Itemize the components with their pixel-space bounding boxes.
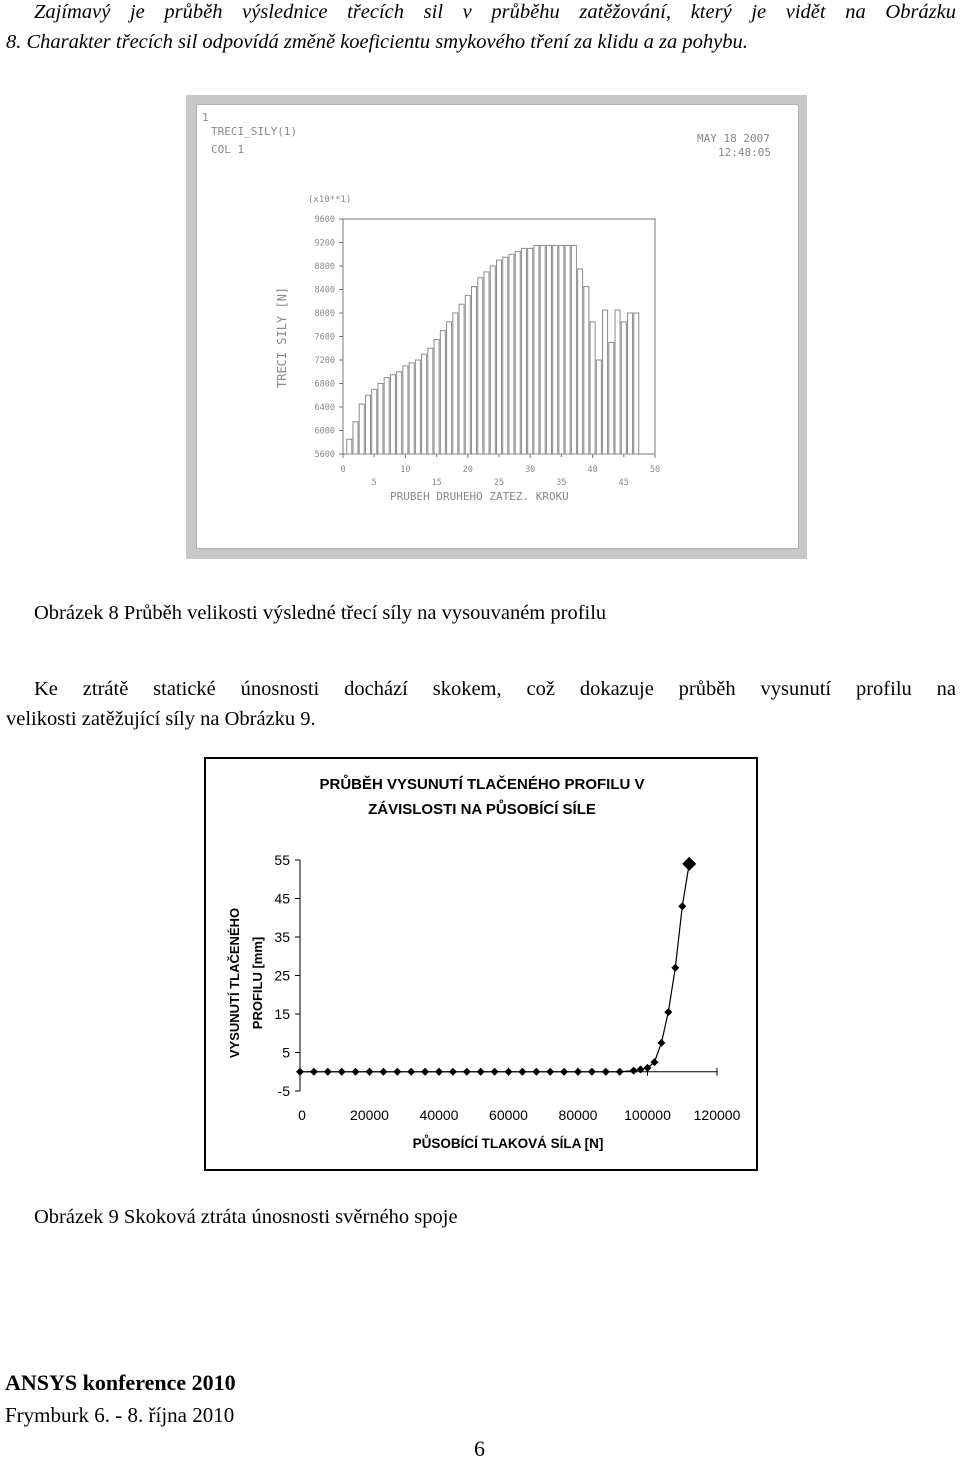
ansys-y-tick-label: 7600 — [314, 332, 335, 343]
ansys-x-tick-label: 15 — [431, 478, 442, 488]
ansys-bar — [634, 313, 639, 454]
figure-8-screenshot — [186, 95, 807, 559]
ansys-bar — [621, 322, 626, 454]
chart-data-point — [678, 902, 686, 910]
ansys-bar — [478, 278, 483, 454]
chart-data-point — [546, 1068, 554, 1076]
chart-data-point — [463, 1068, 471, 1076]
intro-paragraph-line-2: 8. Charakter třecích sil odpovídá změně koeficientu smykového tření za klidu a za pohybu. — [6, 31, 748, 53]
ansys-time: 12:48:05 — [718, 146, 771, 159]
ansys-bar — [459, 304, 464, 454]
body-paragraph-line-2: velikosti zatěžující síly na Obrázku 9. — [6, 708, 316, 730]
ansys-y-tick-label: 9200 — [314, 238, 335, 249]
chart-data-point — [657, 1039, 665, 1047]
chart-series-polyline — [300, 864, 689, 1072]
body-paragraph — [6, 674, 956, 734]
chart-data-point — [338, 1068, 346, 1076]
chart-y-tick-label: -5 — [277, 1083, 290, 1099]
ansys-bar — [422, 354, 427, 454]
ansys-x-tick-label: 50 — [649, 465, 661, 475]
ansys-y-tick-label: 9600 — [314, 215, 335, 225]
ansys-bar — [565, 245, 570, 454]
figure-9-caption: Obrázek 9 Skoková ztráta únosnosti svěrného spoje — [34, 1206, 458, 1228]
chart-x-tick-label: 20000 — [350, 1107, 389, 1123]
intro-paragraph — [6, 0, 956, 57]
ansys-bar — [365, 395, 370, 454]
ansys-plot-frame — [343, 219, 655, 454]
chart-data-point — [682, 857, 696, 871]
ansys-bar — [484, 272, 489, 454]
ansys-y-tick-label: 6400 — [314, 403, 335, 413]
ansys-bar — [528, 248, 533, 454]
chart-y-tick-label: 5 — [282, 1044, 290, 1061]
ansys-x-tick-label: 30 — [525, 465, 536, 475]
ansys-x-axis-title: PRUBEH DRUHEHO ZATEZ. KROKU — [390, 490, 569, 503]
ansys-bar — [515, 251, 520, 454]
chart-x-axis-title: PŮSOBÍCÍ TLAKOVÁ SÍLA [N] — [412, 1136, 604, 1151]
intro-paragraph-line-1: Zajímavý je průběh výslednice třecích sil v průběhu zatěžování, který je vidět na Obrázku — [34, 1, 956, 23]
ansys-scale-note: (x10**1) — [308, 195, 352, 205]
ansys-bar — [503, 257, 508, 454]
chart-data-point — [393, 1068, 401, 1076]
chart-data-point — [421, 1068, 429, 1076]
ansys-bar — [603, 310, 608, 454]
chart-data-point — [505, 1068, 513, 1076]
chart-data-point — [435, 1068, 443, 1076]
chart-data-point — [532, 1068, 540, 1076]
ansys-bar — [434, 339, 439, 454]
chart-y-tick-label: 45 — [274, 890, 290, 907]
ansys-bar — [353, 422, 358, 454]
ansys-friction-chart — [197, 105, 798, 548]
chart-data-point — [366, 1068, 374, 1076]
ansys-bar — [553, 245, 558, 454]
ansys-bar — [447, 322, 452, 454]
ansys-bar — [359, 404, 364, 454]
chart-x-tick-label: 0 — [298, 1107, 306, 1123]
ansys-col-label: COL 1 — [211, 143, 245, 156]
ansys-bar — [571, 245, 576, 454]
chart-data-point — [671, 964, 679, 972]
ansys-bar — [584, 287, 589, 454]
chart-data-point — [518, 1068, 526, 1076]
displacement-chart — [206, 759, 756, 1169]
ansys-bar — [378, 384, 383, 455]
ansys-bar — [415, 360, 420, 454]
ansys-bar — [440, 331, 445, 454]
chart-x-tick-label: 80000 — [558, 1107, 598, 1123]
ansys-x-tick-label: 40 — [587, 465, 598, 475]
ansys-bar — [465, 295, 470, 454]
chart-series-points — [296, 857, 696, 1076]
chart-x-tick-label: 120000 — [693, 1107, 741, 1123]
ansys-bar — [409, 363, 414, 454]
ansys-bar — [559, 245, 564, 454]
ansys-x-tick-label: 25 — [493, 478, 505, 488]
chart-data-point — [449, 1068, 457, 1076]
ansys-plot-area — [343, 219, 655, 454]
ansys-y-tick-label: 8400 — [314, 285, 335, 296]
ansys-bar — [372, 389, 377, 454]
ansys-y-tick-label: 5600 — [314, 450, 335, 460]
chart-title-line: PRŮBĚH VYSUNUTÍ TLAČENÉHO PROFILU V — [319, 776, 645, 793]
ansys-bar — [615, 310, 620, 454]
chart-data-point — [379, 1068, 387, 1076]
ansys-y-tick-label: 8800 — [314, 262, 335, 272]
chart-title — [319, 774, 644, 818]
ansys-x-tick-label: 10 — [400, 465, 411, 475]
ansys-bar — [534, 245, 539, 454]
ansys-window-number: 1 — [202, 111, 209, 124]
ansys-bar — [540, 245, 545, 454]
chart-data-point — [588, 1068, 596, 1076]
footer-conference: ANSYS konference 2010 — [5, 1370, 236, 1395]
chart-data-point — [324, 1068, 332, 1076]
chart-title-line: ZÁVISLOSTI NA PŮSOBÍCÍ SÍLE — [368, 801, 596, 818]
chart-series-line — [300, 864, 689, 1072]
chart-y-tick-label: 35 — [274, 929, 290, 945]
ansys-date: MAY 18 2007 — [697, 132, 770, 145]
chart-x-tick-label: 60000 — [489, 1107, 528, 1123]
chart-y-axis-title-line: PROFILU [mm] — [250, 936, 265, 1030]
chart-data-point — [616, 1068, 624, 1076]
ansys-bar — [403, 366, 408, 454]
chart-y-axis-title-line: VYSUNUTÍ TLAČENÉHO — [227, 907, 242, 1059]
ansys-bars — [347, 245, 639, 454]
ansys-x-tick-label: 0 — [340, 465, 346, 475]
ansys-y-tick-label: 6000 — [314, 426, 335, 437]
chart-x-tick-label: 100000 — [624, 1107, 671, 1123]
ansys-bar — [509, 254, 514, 454]
figure-8-caption: Obrázek 8 Průběh velikosti výsledné třecí síly na vysouvaném profilu — [34, 602, 607, 624]
chart-y-tick-label: 55 — [274, 852, 290, 868]
chart-data-point — [664, 1008, 672, 1016]
ansys-bar — [546, 245, 551, 454]
ansys-bar — [521, 248, 526, 454]
ansys-bar — [472, 287, 477, 454]
chart-y-tick-label: 15 — [274, 1006, 290, 1022]
ansys-bar — [428, 348, 433, 454]
chart-data-point — [491, 1068, 499, 1076]
ansys-plot-title: TRECI_SILY(1) — [211, 125, 298, 138]
ansys-ticks — [315, 215, 661, 488]
ansys-x-tick-label: 20 — [462, 465, 473, 475]
chart-data-point — [352, 1068, 360, 1076]
ansys-bar — [496, 260, 501, 454]
ansys-bar — [347, 439, 352, 454]
ansys-bar — [596, 360, 601, 454]
chart-data-point — [477, 1068, 485, 1076]
figure-9-chart — [204, 757, 758, 1171]
ansys-x-tick-label: 5 — [371, 478, 377, 488]
page-number: 6 — [474, 1436, 485, 1461]
chart-data-point — [560, 1068, 568, 1076]
ansys-y-tick-label: 7200 — [314, 356, 335, 366]
chart-data-point — [602, 1068, 610, 1076]
ansys-bar — [609, 342, 614, 454]
body-paragraph-line-1: Ke ztrátě statické únosnosti dochází skokem, což dokazuje průběh vysunutí profilu na — [34, 678, 956, 700]
ansys-bar — [453, 313, 458, 454]
chart-x-tick-label: 40000 — [419, 1107, 459, 1123]
ansys-bar — [628, 313, 633, 454]
ansys-bar — [590, 322, 595, 454]
ansys-bar — [578, 269, 583, 454]
ansys-plot-window — [196, 104, 799, 549]
chart-data-point — [630, 1067, 638, 1075]
chart-data-point — [310, 1068, 318, 1076]
chart-y-axis-title — [227, 908, 265, 1058]
ansys-bar — [490, 266, 495, 454]
ansys-bar — [384, 378, 389, 454]
chart-axes — [274, 852, 740, 1123]
ansys-y-tick-label: 8000 — [314, 309, 335, 319]
ansys-y-axis-title: TRECI SILY [N] — [275, 286, 289, 388]
chart-y-tick-label: 25 — [274, 967, 290, 984]
footer-place-date: Frymburk 6. - 8. října 2010 — [5, 1403, 235, 1427]
ansys-x-tick-label: 45 — [618, 478, 629, 488]
chart-data-point — [574, 1068, 582, 1076]
chart-data-point — [407, 1068, 415, 1076]
chart-data-point — [296, 1068, 304, 1076]
ansys-bar — [390, 375, 395, 454]
ansys-x-tick-label: 35 — [556, 478, 567, 488]
ansys-bar — [397, 372, 402, 454]
ansys-y-tick-label: 6800 — [314, 379, 335, 390]
